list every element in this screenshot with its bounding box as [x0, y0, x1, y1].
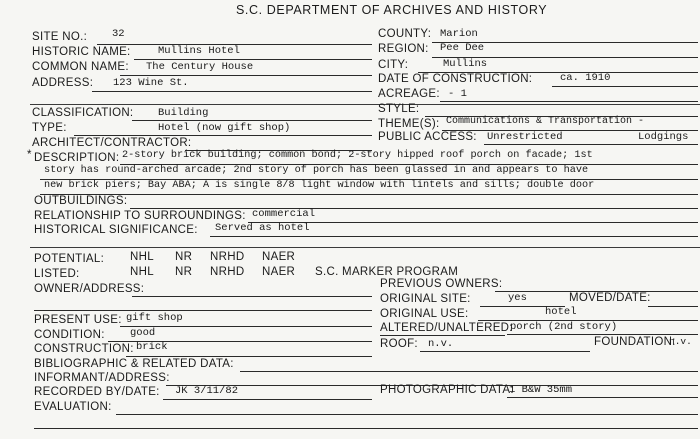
public-access-value-2: Lodgings: [638, 131, 689, 143]
bibliographic-line: [240, 371, 698, 372]
acreage-line: [440, 101, 698, 102]
construction-label: CONSTRUCTION:: [34, 343, 134, 355]
potential-label: POTENTIAL:: [34, 253, 105, 265]
date-of-construction-line: [552, 86, 698, 87]
theme-label: THEME(S):: [378, 118, 440, 130]
classification-label: CLASSIFICATION:: [32, 107, 134, 119]
classification-value: Building: [158, 107, 209, 119]
county-label: COUNTY:: [378, 28, 432, 40]
construction-line: [126, 356, 372, 357]
region-value: Pee Dee: [440, 42, 485, 54]
construction-value: brick: [136, 341, 168, 353]
photographic-value: 1 B&W 35mm: [509, 384, 573, 396]
city-value: Mullins: [443, 58, 488, 70]
public-access-line: [484, 144, 698, 145]
listed-label: LISTED:: [34, 268, 80, 280]
evaluation-line: [116, 414, 698, 415]
foundation-label: FOUNDATION:: [594, 336, 676, 348]
recorded-by-value: JK 3/11/82: [175, 385, 239, 397]
previous-owners-label: PREVIOUS OWNERS:: [380, 278, 503, 290]
moved-date-line: [648, 306, 698, 307]
common-name-label: COMMON NAME:: [32, 61, 129, 73]
roof-label: ROOF:: [380, 338, 418, 350]
roof-line: [420, 351, 590, 352]
original-site-label: ORIGINAL SITE:: [380, 293, 471, 305]
moved-date-label: MOVED/DATE:: [569, 292, 651, 304]
listed-nhl[interactable]: NHL: [130, 266, 154, 278]
condition-label: CONDITION:: [34, 329, 105, 341]
public-access-label: PUBLIC ACCESS:: [378, 131, 477, 143]
listed-naer[interactable]: NAER: [262, 266, 296, 278]
owner-address-label: OWNER/ADDRESS:: [34, 283, 145, 295]
common-name-value: The Century House: [146, 61, 254, 73]
public-access-value: Unrestricted: [487, 131, 563, 143]
listed-nr[interactable]: NR: [175, 266, 193, 278]
altered-label: ALTERED/UNALTERED:: [380, 322, 513, 334]
photographic-label: PHOTOGRAPHIC DATA:: [380, 384, 514, 396]
outbuildings-line: [130, 208, 698, 209]
historic-name-line: [134, 59, 372, 60]
date-of-construction-label: DATE OF CONSTRUCTION:: [378, 73, 533, 85]
recorded-by-line: [163, 399, 372, 400]
historic-name-label: HISTORIC NAME:: [32, 46, 131, 58]
marker-program-label: S.C. MARKER PROGRAM: [315, 266, 459, 278]
description-label: DESCRIPTION:: [34, 152, 120, 164]
condition-value: good: [130, 327, 156, 339]
description-marker: *: [27, 149, 32, 161]
relationship-line: [248, 222, 698, 223]
original-use-label: ORIGINAL USE:: [380, 308, 469, 320]
style-label: STYLE:: [378, 103, 420, 115]
informant-label: INFORMANT/ADDRESS:: [34, 372, 170, 384]
region-label: REGION:: [378, 43, 429, 55]
foundation-value: n.v.: [669, 336, 692, 347]
significance-line: [210, 236, 698, 237]
evaluation-label: EVALUATION:: [34, 401, 112, 413]
owner-address-line: [132, 296, 372, 297]
description-line-1: 2-story brick building; common bond; 2-story hipped roof porch on facade; 1st: [122, 150, 593, 161]
section-divider: [30, 104, 700, 105]
site-no-label: SITE NO.:: [32, 31, 88, 43]
significance-value: Served as hotel: [215, 222, 310, 234]
present-use-label: PRESENT USE:: [34, 314, 122, 326]
roof-value: n.v.: [428, 338, 454, 350]
altered-label-underline: [380, 335, 505, 336]
potential-nhl[interactable]: NHL: [130, 251, 154, 263]
classification-line: [132, 120, 372, 121]
description-underline-3: [40, 194, 698, 195]
potential-nrhd[interactable]: NRHD: [210, 251, 245, 263]
common-name-line: [120, 75, 372, 76]
date-of-construction-value: ca. 1910: [560, 72, 611, 84]
theme-value: Communications & Transportation -: [446, 116, 645, 127]
description-line-3: new brick piers; Bay ABA; A is single 8/8 light window with lintels and sills; double door: [44, 180, 595, 191]
present-use-line: [120, 326, 372, 327]
photographic-line: [507, 397, 698, 398]
relationship-value: commercial: [252, 208, 316, 220]
type-line: [74, 135, 372, 136]
bibliographic-label: BIBLIOGRAPHIC & RELATED DATA:: [34, 358, 234, 370]
address-label: ADDRESS:: [32, 77, 94, 89]
listed-nrhd[interactable]: NRHD: [210, 266, 245, 278]
type-label: TYPE:: [32, 122, 67, 134]
relationship-label: RELATIONSHIP TO SURROUNDINGS:: [34, 210, 246, 222]
evaluation-line-2: [34, 428, 698, 429]
city-label: CITY:: [378, 59, 409, 71]
potential-nr[interactable]: NR: [175, 251, 193, 263]
present-use-value: gift shop: [126, 312, 183, 324]
address-line: [92, 91, 372, 92]
architect-label: ARCHITECT/CONTRACTOR:: [32, 137, 192, 149]
potential-naer[interactable]: NAER: [262, 251, 296, 263]
original-site-value: yes: [508, 292, 527, 304]
altered-value: porch (2nd story): [510, 321, 618, 333]
description-line-2: story has round-arched arcade; 2nd story of porch has been glassed in and appears to have: [44, 165, 589, 176]
county-value: Marion: [440, 28, 478, 40]
historic-name-value: Mullins Hotel: [158, 45, 240, 57]
recorded-by-label: RECORDED BY/DATE:: [34, 386, 160, 398]
owner-address-line-2: [34, 310, 372, 311]
significance-label: HISTORICAL SIGNIFICANCE:: [34, 224, 198, 236]
form-title: S.C. DEPARTMENT OF ARCHIVES AND HISTORY: [236, 3, 548, 17]
site-no-value: 32: [112, 28, 125, 40]
address-value: 123 Wine St.: [113, 77, 189, 89]
type-value: Hotel (now gift shop): [158, 122, 291, 134]
acreage-value: - 1: [448, 88, 467, 100]
acreage-label: ACREAGE:: [378, 88, 440, 100]
altered-line: [507, 334, 698, 335]
original-use-value: hotel: [545, 306, 577, 318]
outbuildings-label: OUTBUILDINGS:: [34, 195, 128, 207]
section-divider-2: [30, 247, 700, 248]
